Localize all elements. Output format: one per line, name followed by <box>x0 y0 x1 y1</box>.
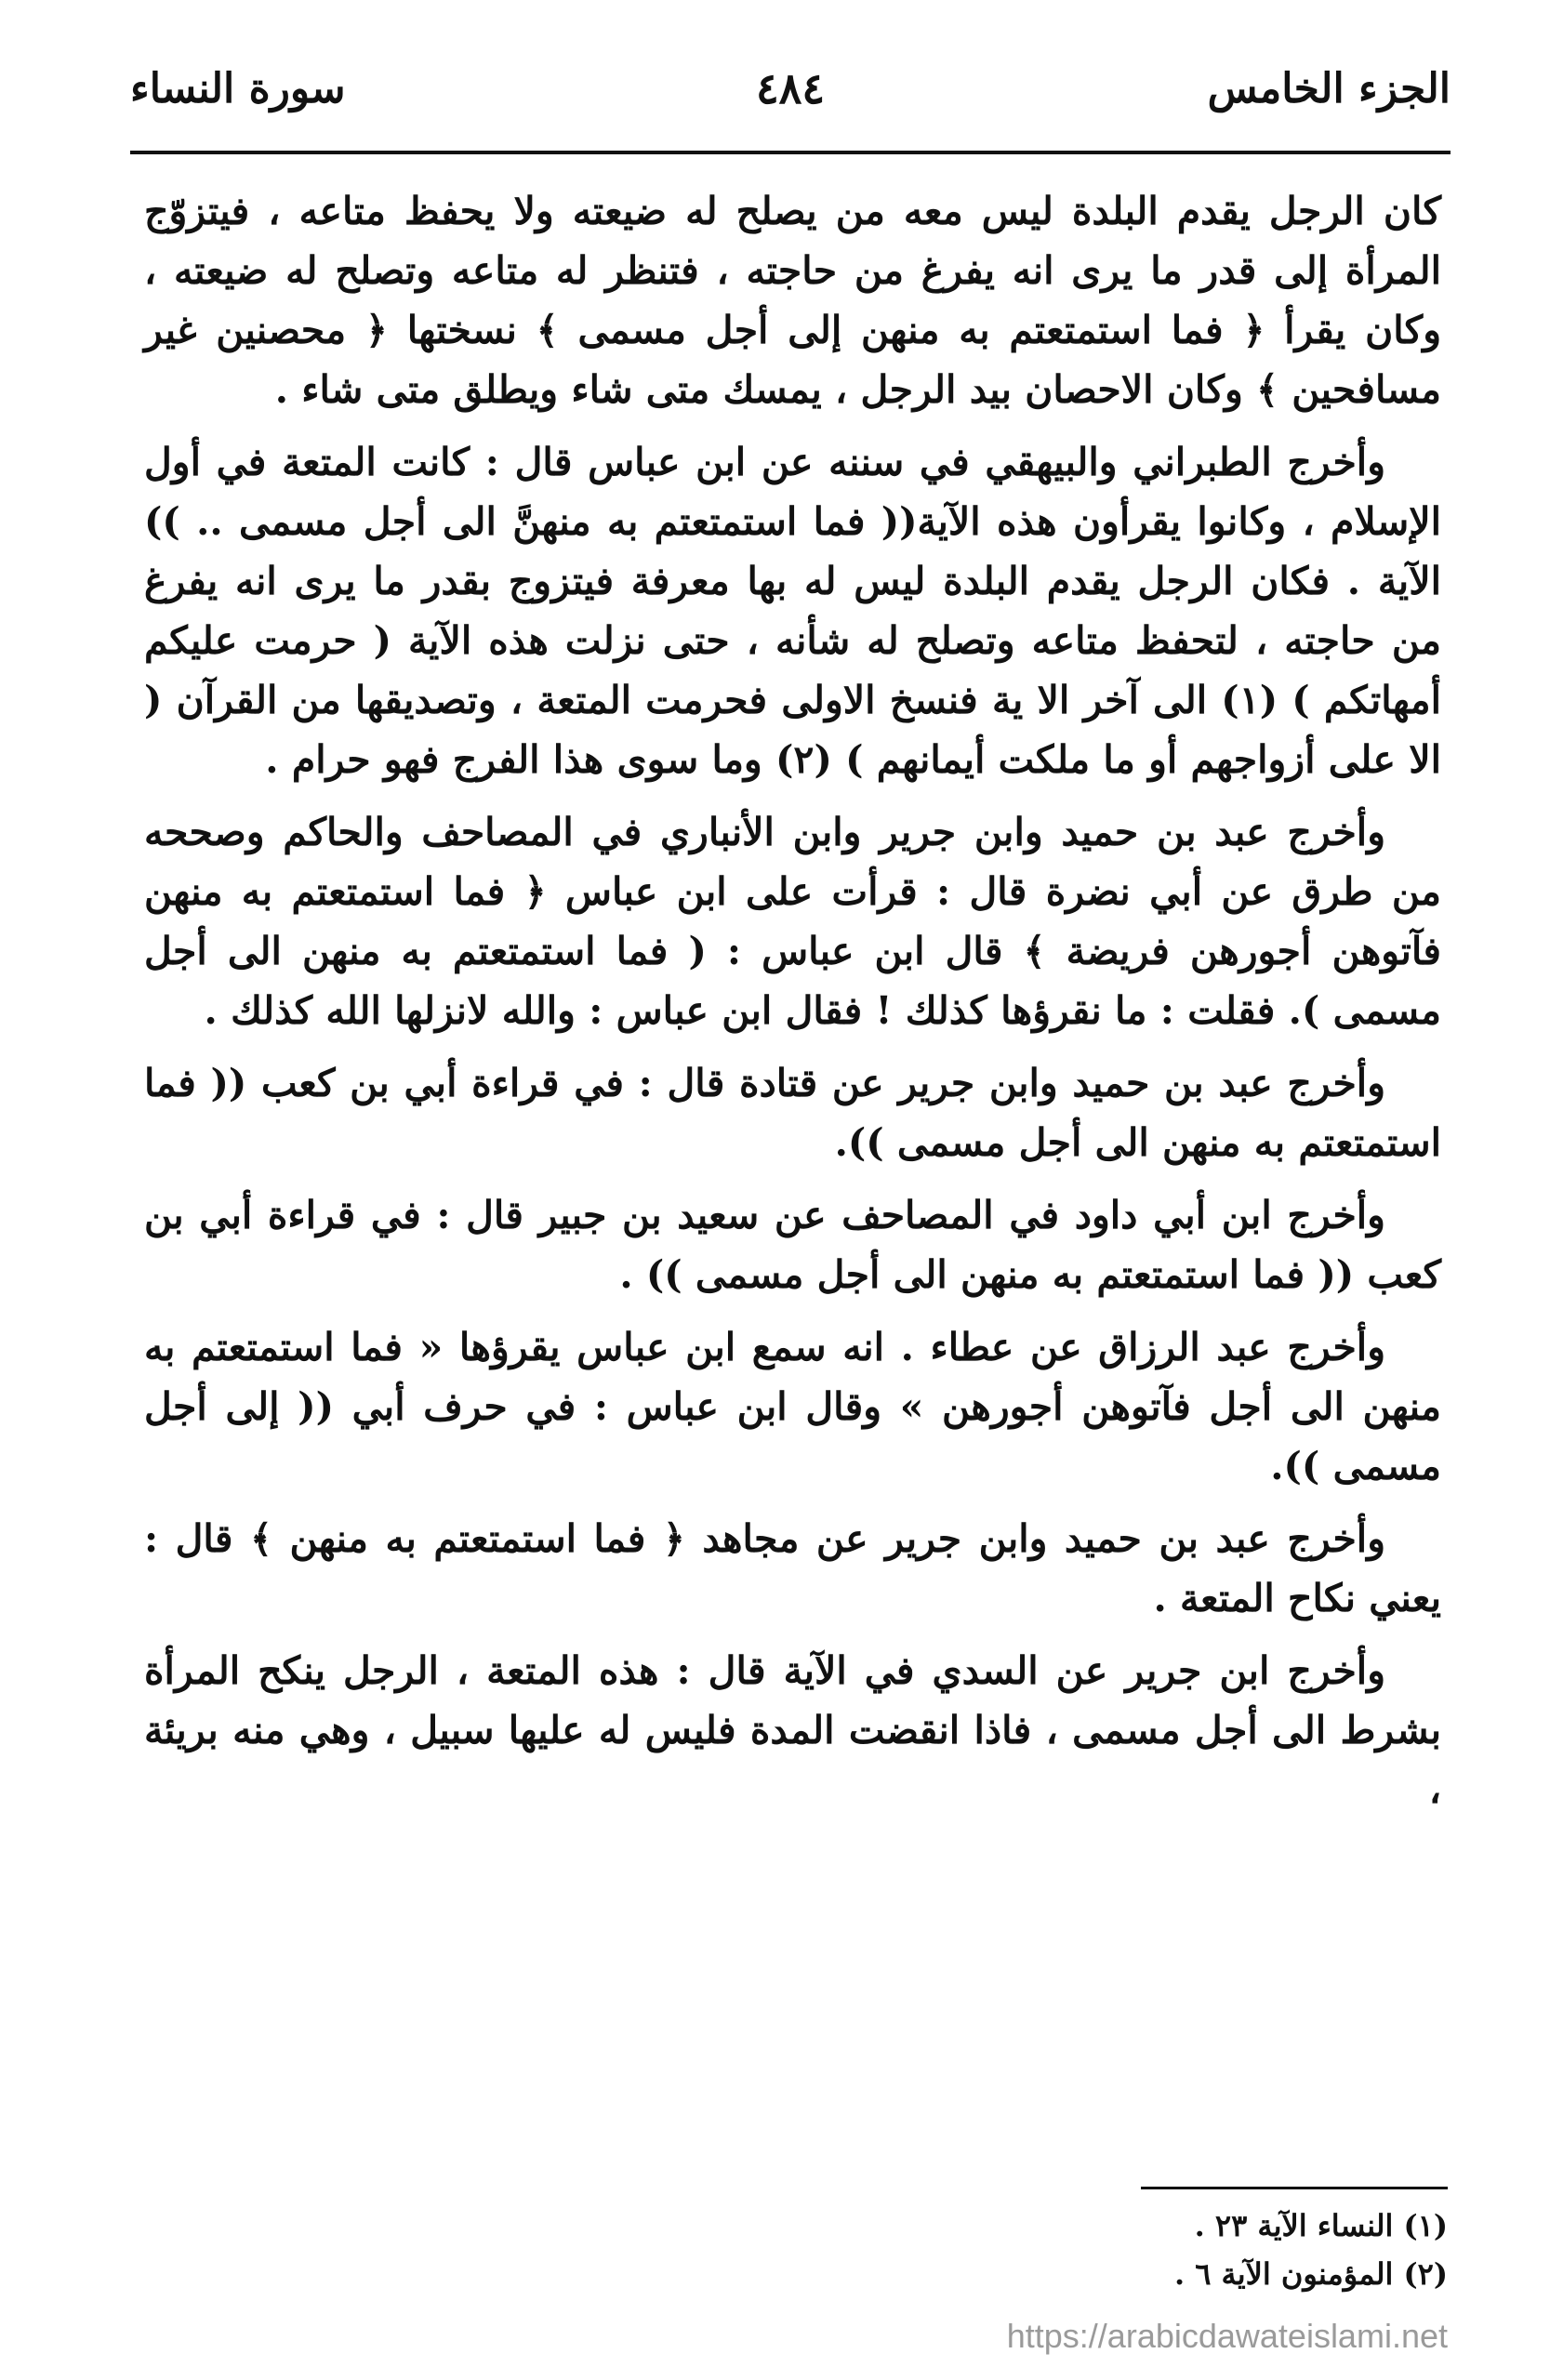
watermark-url: https://arabicdawateislami.net <box>1006 2317 1448 2355</box>
paragraph: وأخرج عبد بن حميد وابن جرير عن مجاهد ﴿ فما استمتعتم به منهن ﴾ قال : يعني نكاح المتعة . <box>144 1516 1441 1620</box>
paragraph: وأخرج ابن أبي داود في المصاحف عن سعيد بن جبير قال : في قراءة أبي بن كعب (( فما استمتعتم به منهن الى أجل مسمى )) . <box>144 1193 1441 1297</box>
paragraph: وأخرج ابن جرير عن السدي في الآية قال : هذه المتعة ، الرجل ينكح المرأة بشرط الى أجل مسمى ، فاذا انقضت المدة فليس له عليها سبيل ، وهي منه بريئة ، <box>144 1648 1441 1812</box>
footnote-divider <box>1141 2187 1448 2189</box>
surah-title: سورة النساء <box>130 65 346 112</box>
main-text <box>144 181 1441 1832</box>
paragraph: وأخرج عبد بن حميد وابن جرير وابن الأنباري في المصاحف والحاكم وصححه من طرق عن أبي نضرة قال : قرأت على ابن عباس ﴿ فما استمتعتم به منهن فآتوهن أجورهن فريضة ﴾ قال ابن عباس : ( فما استمتعتم به منهن الى أجل مسمى ). فقلت : ما نقرؤها كذلك ! فقال ابن عباس : والله لانزلها الله كذلك . <box>144 810 1441 1033</box>
header-divider <box>130 151 1451 154</box>
paragraph: وأخرج عبد بن حميد وابن جرير عن قتادة قال : في قراءة أبي بن كعب (( فما استمتعتم به منهن الى أجل مسمى )). <box>144 1061 1441 1165</box>
footnote-item: (٢) المؤمنون الآية ٦ . <box>1173 2256 1448 2292</box>
page-number: ٤٨٤ <box>755 63 826 113</box>
footnote-item: (١) النساء الآية ٢٣ . <box>1194 2208 1448 2243</box>
paragraph: وأخرج عبد الرزاق عن عطاء . انه سمع ابن عباس يقرؤها « فما استمتعتم به منهن الى أجل فآتوهن أجورهن » وقال ابن عباس : في حرف أبي (( إلى أجل مسمى )). <box>144 1325 1441 1488</box>
part-title: الجزء الخامس <box>1207 65 1451 112</box>
paragraph: كان الرجل يقدم البلدة ليس معه من يصلح له ضيعته ولا يحفظ متاعه ، فيتزوّج المرأة إلى قدر ما يرى انه يفرغ من حاجته ، فتنظر له متاعه وتصلح له ضيعته ، وكان يقرأ ﴿ فما استمتعتم به منهن إلى أجل مسمى ﴾ نسختها ﴿ محصنين غير مسافحين ﴾ وكان الاحصان بيد الرجل ، يمسك متى شاء ويطلق متى شاء . <box>144 189 1441 412</box>
footnotes <box>797 2202 1448 2298</box>
paragraph: وأخرج الطبراني والبيهقي في سننه عن ابن عباس قال : كانت المتعة في أول الإسلام ، وكانوا يقرأون هذه الآية(( فما استمتعتم به منهنَّ الى أجل مسمى .. )) الآية . فكان الرجل يقدم البلدة ليس له بها معرفة فيتزوج بقدر ما يرى انه يفرغ من حاجته ، لتحفظ متاعه وتصلح له شأنه ، حتى نزلت هذه الآية ( حرمت عليكم أمهاتكم ) (١) الى آخر الا ية فنسخ الاولى فحرمت المتعة ، وتصديقها من القرآن ( الا على أزواجهم أو ما ملكت أيمانهم ) (٢) وما سوى هذا الفرج فهو حرام . <box>144 440 1442 782</box>
page-header <box>130 58 1451 141</box>
